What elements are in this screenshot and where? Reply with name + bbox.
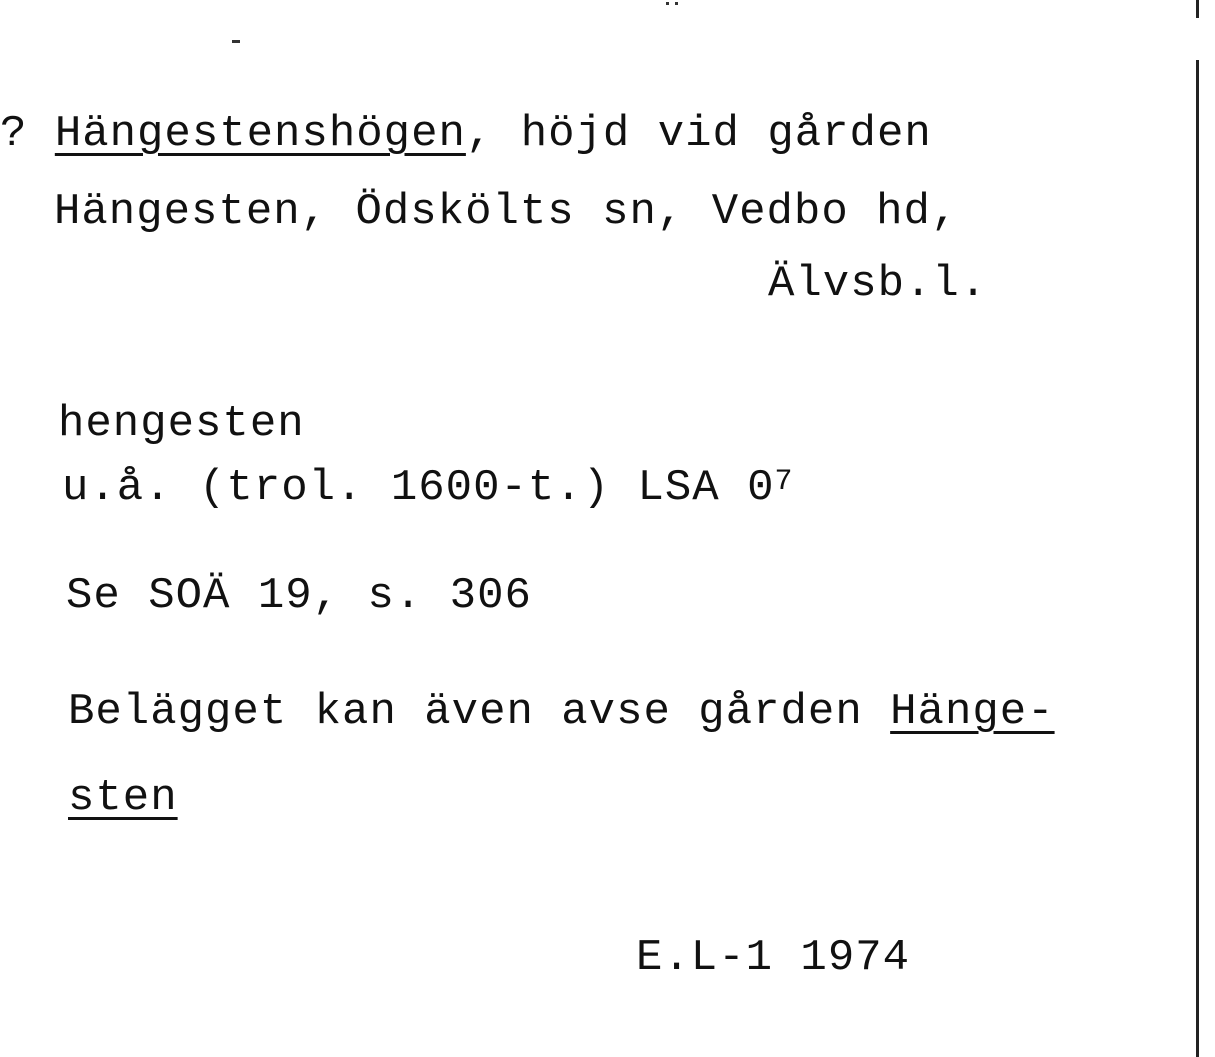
note-underlined-name-part2: sten bbox=[68, 773, 178, 823]
attested-form: hengesten bbox=[58, 399, 305, 449]
source-line bbox=[62, 463, 794, 513]
headword: Hängestenshögen bbox=[54, 109, 466, 159]
card-edge-mark bbox=[1196, 0, 1199, 18]
location-line: Hängesten, Ödskölts sn, Vedbo hd, bbox=[54, 187, 959, 237]
entry-heading-line bbox=[0, 109, 932, 159]
signature: E.L-1 1974 bbox=[636, 933, 911, 983]
county-line: Älvsb.l. bbox=[768, 259, 988, 309]
uncertainty-mark: ? bbox=[0, 109, 55, 159]
dust-speck bbox=[675, 2, 678, 5]
dust-speck bbox=[666, 2, 669, 5]
note-text: Belägget kan även avse gården bbox=[68, 687, 891, 737]
note-line bbox=[68, 687, 1055, 737]
note-continuation bbox=[68, 773, 178, 823]
dust-speck bbox=[232, 40, 240, 43]
card-edge-line bbox=[1196, 60, 1199, 1057]
heading-description: , höjd vid gården bbox=[465, 109, 932, 159]
reference-line: Se SOÄ 19, s. 306 bbox=[66, 571, 532, 621]
source-text: u.å. (trol. 1600-t.) LSA 0 bbox=[62, 463, 775, 513]
note-underlined-name-part1: Hänge- bbox=[890, 687, 1055, 737]
source-superscript: 7 bbox=[774, 465, 794, 499]
